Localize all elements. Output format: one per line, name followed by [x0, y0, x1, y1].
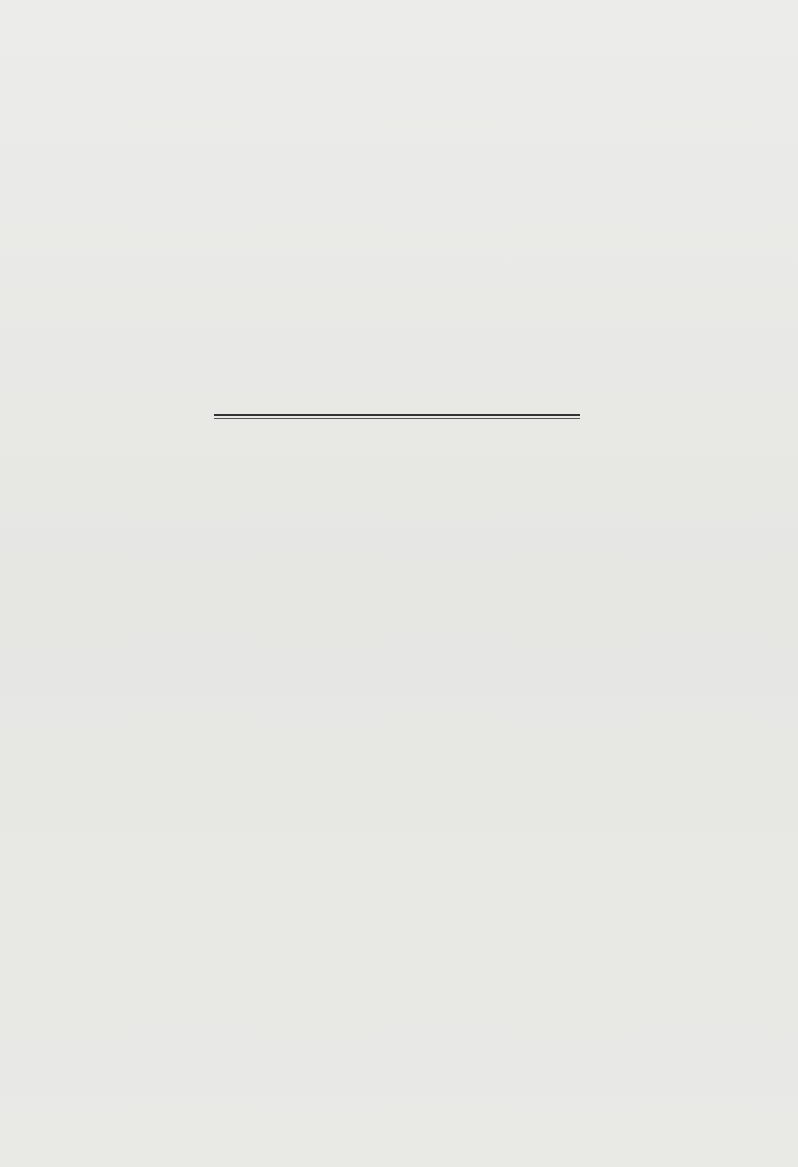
section-title-rule [214, 414, 580, 419]
